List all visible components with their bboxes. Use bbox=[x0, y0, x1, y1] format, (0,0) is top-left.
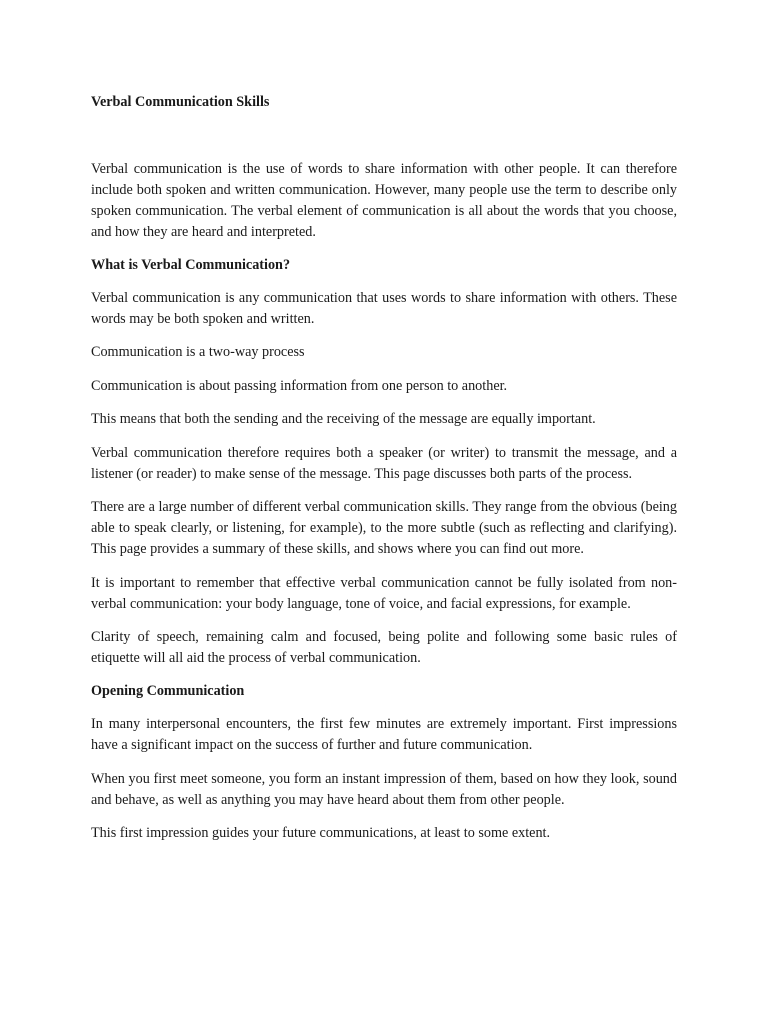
document-page bbox=[91, 92, 677, 857]
paragraph: This means that both the sending and the receiving of the message are equally important. bbox=[91, 411, 596, 428]
intro-paragraph: Verbal communication is the use of words to share information with other people. It can therefore include both spoken and written communication. However, many people use the term to describe only spoken communication. The verbal element of communication is all about the words that you choose, and how they are heard and interpreted. bbox=[91, 160, 677, 240]
document-title: Verbal Communication Skills bbox=[91, 94, 270, 110]
paragraph: It is important to remember that effective verbal communication cannot be fully isolated from non-verbal communication: your body language, tone of voice, and facial expressions, for example. bbox=[91, 574, 677, 612]
paragraph: When you first meet someone, you form an instant impression of them, based on how they look, sound and behave, as well as anything you may have heard about them from other people. bbox=[91, 770, 677, 808]
paragraph: This first impression guides your future communications, at least to some extent. bbox=[91, 825, 551, 842]
paragraph: In many interpersonal encounters, the first few minutes are extremely important. First impressions have a significant impact on the success of further and future communication. bbox=[91, 716, 677, 754]
paragraph: There are a large number of different verbal communication skills. They range from the obvious (being able to speak clearly, or listening, for example), to the more subtle (such as reflecting and clarifying). This page provides a summary of these skills, and shows where you can find out more. bbox=[91, 499, 677, 558]
paragraph: Communication is about passing information from one person to another. bbox=[91, 377, 508, 394]
section-heading-what-is: What is Verbal Communication? bbox=[91, 257, 291, 274]
paragraph: Clarity of speech, remaining calm and focused, being polite and following some basic rules of etiquette will all aid the process of verbal communication. bbox=[91, 629, 677, 666]
paragraph: Verbal communication is any communication that uses words to share information with others. These words may be both spoken and written. bbox=[91, 290, 677, 327]
paragraph: Verbal communication therefore requires both a speaker (or writer) to transmit the message, and a listener (or reader) to make sense of the message. This page discusses both parts of the process. bbox=[91, 444, 677, 482]
section-heading-opening: Opening Communication bbox=[91, 683, 245, 700]
paragraph: Communication is a two-way process bbox=[91, 344, 305, 361]
